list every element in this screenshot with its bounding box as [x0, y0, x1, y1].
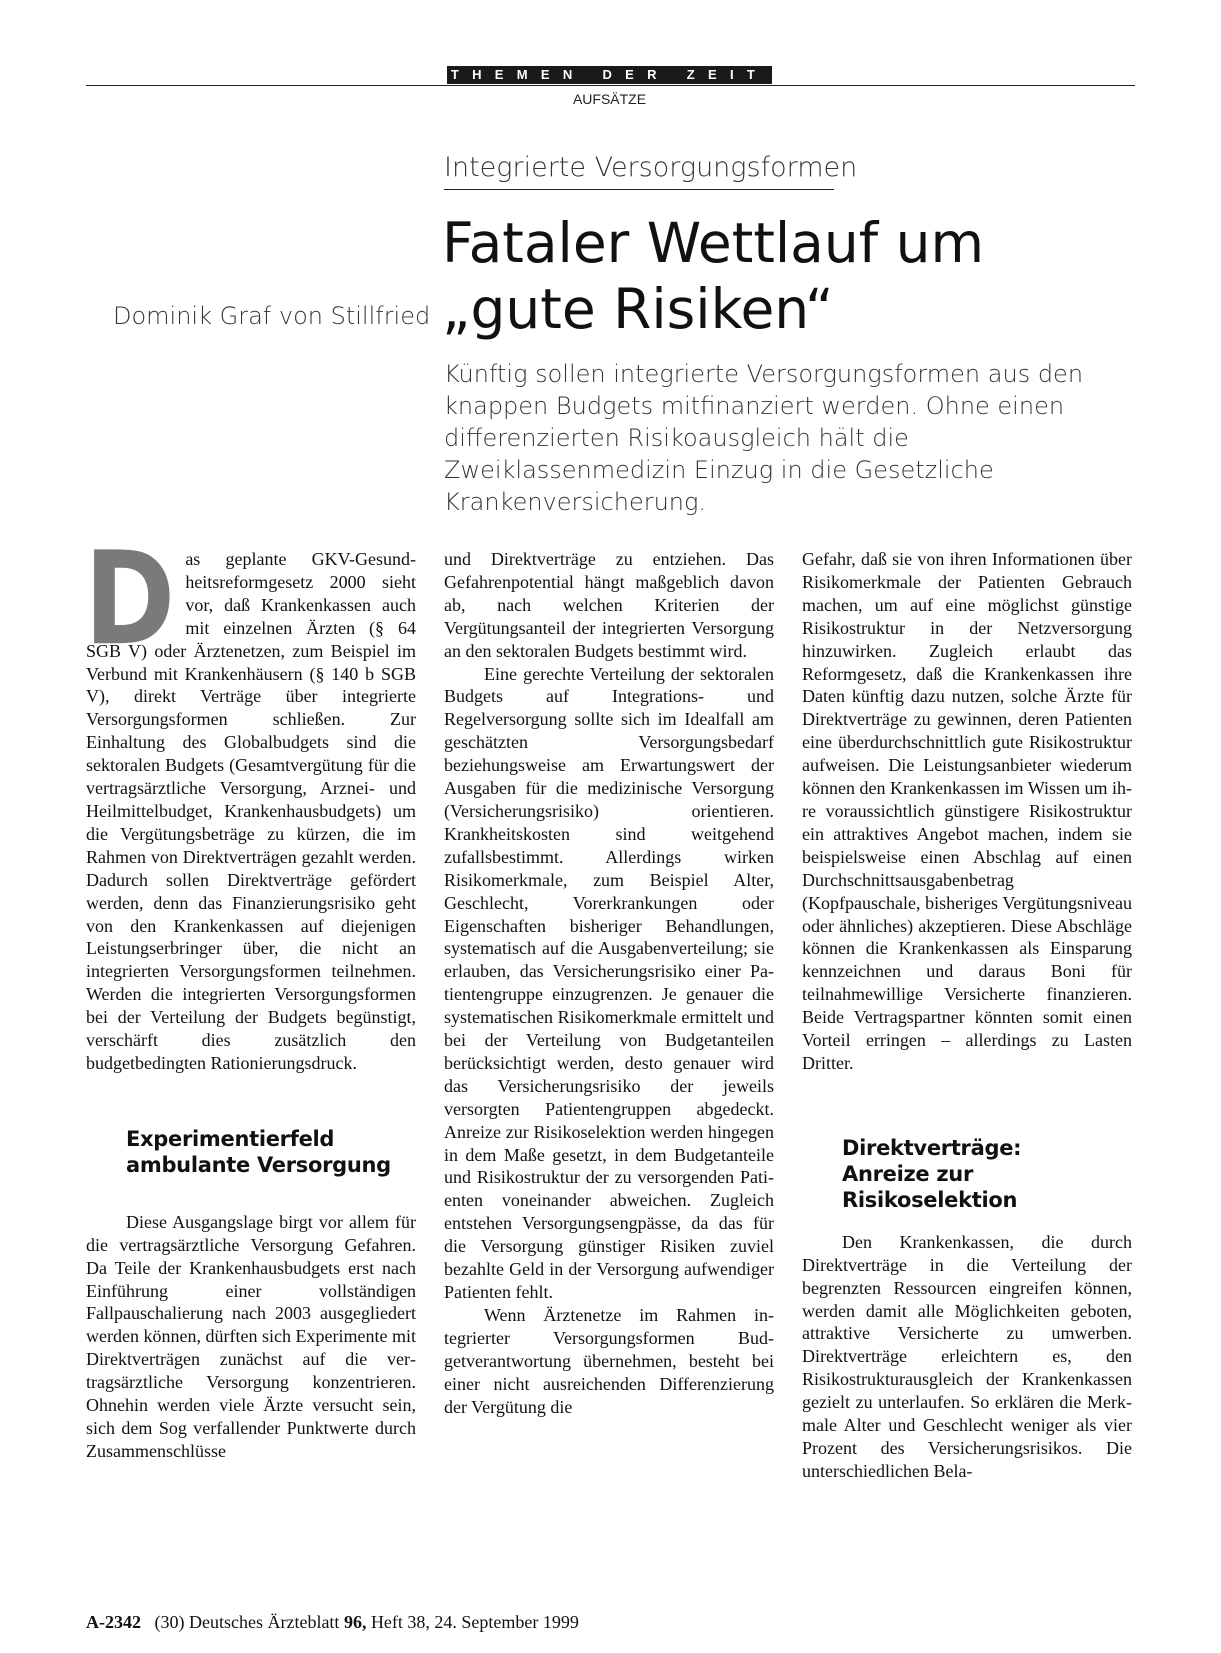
subheading-line2: ambulante Versorgung: [126, 1152, 391, 1177]
page-footer: [86, 1612, 579, 1633]
article-title-line1: Fataler Wettlauf um: [442, 211, 985, 275]
subheading: [802, 1135, 1132, 1213]
paragraph: Den Krankenkassen, die durch Direktverträge in die Verteilung der begrenzten Ressourcen eingreifen können, werden damit alle Möglichkeiten geboten, attraktive Versicherte zu umwerben. Direktverträge erleichtern es, den Risikostrukturausgleich der Krankenkassen gezielt zu unterlaufen. So erklären die Merkmale Alter und Geschlecht weniger als vier Prozent des Versicherungsrisikos. Die unterschiedlichen Bela-: [802, 1231, 1132, 1481]
article-kicker: Integrierte Versorgungsformen: [444, 152, 834, 190]
journal-name: (30) Deutsches Ärzteblatt: [154, 1612, 340, 1632]
subsection-label: AUFSÄTZE: [572, 91, 647, 107]
paragraph: und Direktverträge zu entziehen. Das Gefahrenpotential hängt maßgeblich davon ab, nach welchen Kriterien der Vergütungsanteil der integrierten Versorgung an den sektoralen Budgets bestimmt wird.: [444, 549, 774, 661]
body-column-1: [84, 523, 416, 1463]
header-rule: [86, 85, 1135, 86]
subheading-line2: Anreize zur Risikoselektion: [842, 1161, 1018, 1212]
article-author: Dominik Graf von Stillfried: [113, 302, 431, 330]
article-title-line2: „gute Risiken“: [442, 277, 834, 341]
article-lead: Künftig sollen integrierte Versorgungsformen aus den knappen Budgets mitfinanziert werden. Ohne einen differenzierten Risikoausgleich hält die Zweiklassenmedizin Einzug in die Gesetzliche Krankenversicherung.: [444, 360, 1084, 516]
paragraph: Gefahr, daß sie von ihren Informationen über Risikomerkmale der Patienten Gebrauch machen, um auf eine möglichst günstige Risikostruktur in der Netzversorgung hinzuwirken. Zugleich erlaubt das Reformgesetz, daß die Krankenkassen ihre Daten künftig dazu nutzen, solche Ärzte für Direktverträge zu gewinnen, deren Patienten eine überdurchschnittlich gute Risikostruktur aufweisen. Die Leistungsanbieter wiederum können den Krankenkassen im Wissen um ihre voraussichtlich günstigere Risikostruktur ein attraktives Angebot machen, indem sie beispielsweise einen Abschlag auf einen Durchschnittsausgabenbetrag (Kopfpauschale, bisheriges Vergütungsniveau oder ähnliches) akzeptieren. Diese Abschläge können die Krankenkassen als Einsparung kennzeichnen und daraus Boni für teilnahmewillige Versicherte finanzieren. Beide Vertragspartner könnten somit einen Vorteil erringen – allerdings zu Lasten Dritter.: [802, 549, 1132, 1073]
issue-date: Heft 38, 24. September 1999: [370, 1612, 579, 1632]
paragraph: as geplante GKV-Gesundheitsreformgesetz 2000 sieht vor, daß Krankenkassen auch mit einzelnen Ärzten (§ 64 SGB V) oder Ärztenetzen, zum Beispiel im Verbund mit Krankenhäusern (§ 140 b SGB V), direkt Verträge über integrierte Versorgungsformen schließen. Zur Einhaltung des Globalbudgets sind die sektoralen Budgets (Gesamtvergütung für die vertragsärztliche Versorgung, Arznei- und Heilmittelbudget, Krankenhausbudgets) um die Vergütungsbeträge zu kürzen, die im Rahmen von Direktverträgen gezahlt werden. Dadurch sollen Direktverträge gefördert werden, denn das Finanzierungsrisiko geht von den Krankenkassen auf diejenigen Leistungserbringer über, die nicht an integrierten Versorgungsformen teilnehmen. Werden die integrierten Versorgungsformen bei der Verteilung der Budgets begünstigt, verschärft dies zusätzlich den budgetbedingten Rationierungsdruck.: [86, 549, 416, 1073]
body-column-3: [802, 548, 1132, 1483]
page-code: A-2342: [86, 1612, 141, 1632]
drop-cap: D: [84, 523, 176, 674]
paragraph: Diese Ausgangslage birgt vor allem für die vertragsärztliche Versorgung Gefahren. Da Teile der Krankenhausbudgets erst nach Einführung einer vollständigen Fallpauschalierung nach 2003 ausgegliedert werden können, dürften sich Experimente mit Direktverträgen zunächst auf die vertragsärztliche Versorgung konzentrieren. Ohnehin werden viele Ärzte versucht sein, sich dem Sog verfallender Punktwerte durch Zusammenschlüsse: [86, 1211, 416, 1461]
journal-volume: 96,: [343, 1612, 367, 1632]
subheading-line1: Experimentierfeld: [126, 1126, 335, 1151]
paragraph: Eine gerechte Verteilung der sektoralen Budgets auf Integrations- und Regelversorgung sollte sich im Idealfall am geschätzten Versorgungsbedarf beziehungsweise am Erwartungswert der Ausgaben für die medizinische Versorgung (Versicherungsrisiko) orientieren. Krankheitskosten sind weitgehend zufallsbestimmt. Allerdings wirken Risikomerkmale, zum Beispiel Alter, Geschlecht, Vorerkrankungen oder Eigenschaften bisheriger Behandlungen, systematisch auf die Ausgabenverteilung; sie erlauben, das Versicherungsrisiko einer Patientengruppe einzugrenzen. Je genauer die systematischen Risikomerkmale ermittelt und bei der Verteilung von Budgetanteilen berücksichtigt werden, desto genauer wird das Versicherungsrisiko der jeweils versorgten Patientengruppen abgedeckt. Anreize zur Risikoselektion werden hingegen in dem Maße gesetzt, in dem Budgetanteile und Risikostruktur der zu versorgenden Patienten voneinander abweichen. Zugleich entstehen Versorgungsengpässe, da das für die Versorgung günstiger Risiken zuviel bezahlte Geld in der Versorgung aufwendiger Patienten fehlt.: [444, 663, 774, 1302]
subheading: [86, 1126, 416, 1178]
subheading-line1: Direktverträge:: [842, 1135, 1022, 1160]
body-column-2: [444, 548, 774, 1418]
paragraph: Wenn Ärztenetze im Rahmen integrierter Versorgungsformen Budgetverantwortung übernehmen, besteht bei einer nicht ausreichenden Differenzierung der Vergütung die: [444, 1304, 774, 1417]
article-title: [442, 210, 1162, 342]
section-label: THEMEN DER ZEIT: [447, 66, 772, 84]
